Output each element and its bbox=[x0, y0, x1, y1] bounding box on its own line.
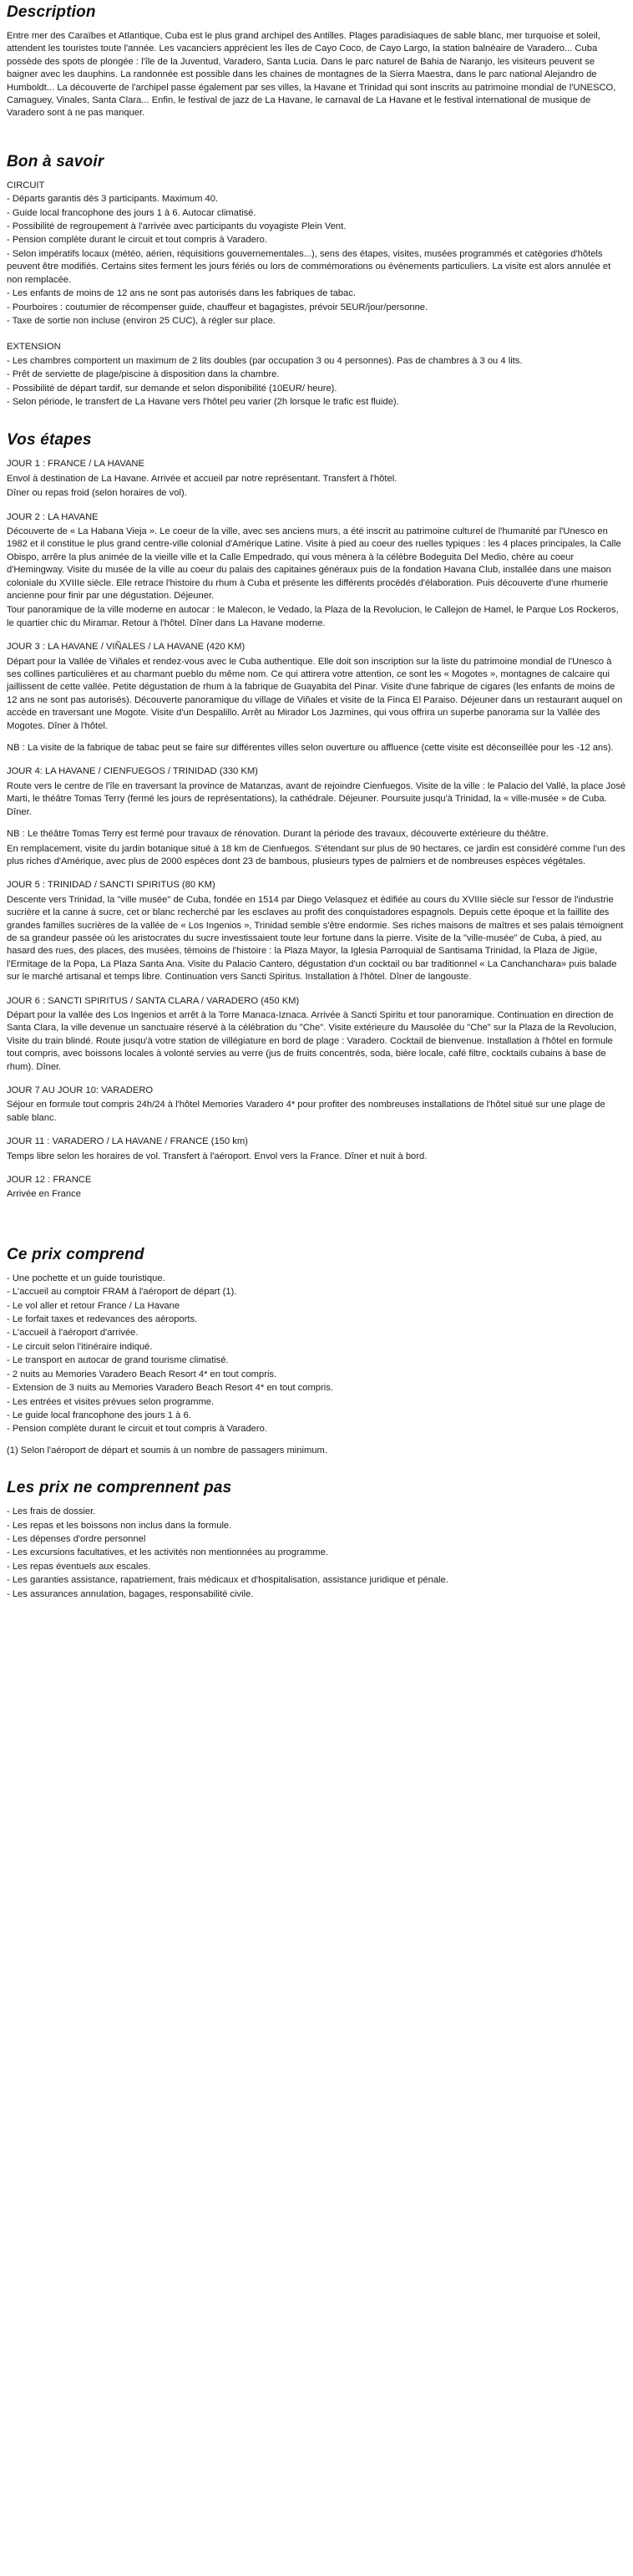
extension-item: - Les chambres comportent un maximum de 2 lits doubles (par occupation 3 ou 4 personnes). Pas de chambres à 3 ou 4 lits. bbox=[7, 355, 523, 366]
extension-item: - Prêt de serviette de plage/piscine à disposition dans la chambre. bbox=[7, 369, 280, 380]
section-title-ce-prix-comprend: Ce prix comprend bbox=[7, 1245, 144, 1263]
etape-title: JOUR 6 : SANCTI SPIRITUS / SANTA CLARA / VARADERO (450 KM) bbox=[7, 995, 300, 1006]
excluded-item: - Les dépenses d'ordre personnel bbox=[7, 1533, 146, 1544]
etape-title: JOUR 5 : TRINIDAD / SANCTI SPIRITUS (80 KM) bbox=[7, 880, 215, 891]
circuit-item: - Selon impératifs locaux (météo, aérien, réquisitions gouvernementales...), sens des étapes, visites, musées programmés et catégories d'hôtels peuvent être modifiés. Certains sites ferment les jours fériés ou lors de commémorations ou évènements particuliers. La visite est alors annulée et non remplacée. bbox=[7, 248, 611, 285]
etape-item bbox=[7, 1136, 626, 1163]
etape-title: JOUR 7 AU JOUR 10: VARADERO bbox=[7, 1085, 154, 1095]
etape-title: JOUR 11 : VARADERO / LA HAVANE / FRANCE (150 km) bbox=[7, 1136, 248, 1147]
etape-body: Séjour en formule tout compris 24h/24 à l'hôtel Memories Varadero 4* pour profiter des nombreuses installations de l'hôtel situé sur une plage de sable blanc. bbox=[7, 1100, 605, 1123]
section-title-vos-etapes: Vos étapes bbox=[7, 431, 92, 450]
included-item: - L'accueil au comptoir FRAM à l'aéroport de départ (1). bbox=[7, 1287, 237, 1298]
circuit-label: CIRCUIT bbox=[7, 180, 45, 191]
spacer bbox=[7, 734, 626, 742]
section-title-description: Description bbox=[7, 3, 96, 21]
included-item: - Le vol aller et retour France / La Havane bbox=[7, 1300, 180, 1311]
etape-title: JOUR 2 : LA HAVANE bbox=[7, 511, 99, 522]
extension-item: - Selon période, le transfert de La Havane vers l'hôtel peu varier (2h lorsque le trafic est fluide). bbox=[7, 396, 399, 407]
excluded-item: - Les repas et les boissons non inclus dans la formule. bbox=[7, 1520, 232, 1531]
etape-title: JOUR 3 : LA HAVANE / VIÑALES / LA HAVANE (420 KM) bbox=[7, 642, 246, 653]
circuit-item: - Possibilité de regroupement à l'arrivée avec participants du voyagiste Plein Vent. bbox=[7, 221, 347, 232]
excluded-item: - Les frais de dossier. bbox=[7, 1506, 96, 1517]
circuit-item: - Taxe de sortie non incluse (environ 25 CUC), à régler sur place. bbox=[7, 315, 276, 326]
spacer bbox=[7, 1457, 626, 1479]
etape-body: Envol à destination de La Havane. Arrivée et accueil par notre représentant. Transfert à l'hôtel. bbox=[7, 473, 398, 484]
etape-title: JOUR 1 : FRANCE / LA HAVANE bbox=[7, 459, 144, 470]
etape-body: Arrivée en France bbox=[7, 1189, 81, 1200]
etape-item bbox=[7, 641, 626, 755]
etape-body: Départ pour la Vallée de Viñales et rendez-vous avec le Cuba authentique. Elle doit son inscription sur la liste du patrimoine mondial de l'Unesco à ses collines particulières et au charmant pueblo du même nom. Ce qui attirera votre attention, ce sont les « Mogotes », montagnes de calcaire qui jaillissent de cette vallée. Petite dégustation de rhum à la fabrique de Guayabita del Pinar. Visite d'une fabrique de cigares (les enfants de moins de 12 ans ne sont pas autorisés). Découverte panoramique du village de Viñales et visite de la Finca El Paraiso. Déjeuner dans un restaurant auquel on accède en traversant une Mogote. Visite d'un Despalillo. Arrêt au Mirador Los Jazmines, qui vous offrira un superbe panorama sur la Vallée des Mogotes. Dîner à l'hôtel. bbox=[7, 656, 623, 731]
etape-item bbox=[7, 1085, 626, 1125]
etape-item bbox=[7, 995, 626, 1074]
included-item: - L'accueil à l'aéroport d'arrivée. bbox=[7, 1328, 139, 1339]
excluded-item: - Les excursions facultatives, et les activités non mentionnées au programme. bbox=[7, 1547, 328, 1558]
etape-body: Temps libre selon les horaires de vol. Transfert à l'aéroport. Envol vers la France. Dîner et nuit à bord. bbox=[7, 1151, 428, 1161]
spacer bbox=[7, 409, 626, 431]
included-item: - Le forfait taxes et redevances des aéroports. bbox=[7, 1314, 198, 1325]
etape-item bbox=[7, 511, 626, 631]
circuit-item: - Pourboires : coutumier de récompenser guide, chauffeur et bagagistes, prévoir 5EUR/jour/personne. bbox=[7, 302, 428, 312]
etape-item bbox=[7, 765, 626, 868]
section-title-bon-a-savoir: Bon à savoir bbox=[7, 152, 104, 170]
excluded-item: - Les assurances annulation, bagages, responsabilité civile. bbox=[7, 1588, 254, 1599]
etape-body: Départ pour la vallée des Los Ingenios et arrêt à la Torre Manaca-Iznaca. Arrivée à Sancti Spiritu et tour panoramique. Continuation en direction de Santa Clara, la ville devenue un sanctuaire réservé à la célébration du "Che". Visite extérieure du Mausolée du "Che" sur la Plaza de la Revolucion, Visite du train blindé. Route jusqu'à votre station de villégiature en bord de plage : Varadero. Cocktail de bienvenue. Installation à l'hôtel en formule tout compris, avec boissons locales à volonté servies au verre (jus de fruits concentrés, soda, bière locale, café filtre, cocktails cubains à base de rhum). Dîner. bbox=[7, 1009, 617, 1072]
extension-item: - Possibilité de départ tardif, sur demande et selon disponibilité (10EUR/ heure). bbox=[7, 383, 337, 394]
etape-body: Tour panoramique de la ville moderne en autocar : le Malecon, le Vedado, la Plaza de la Revolucion, le Callejon de Hamel, le Parque Los Rockeros, le quartier chic du Miramar. Retour à l'hôtel. Dîner dans La Havane moderne. bbox=[7, 605, 619, 628]
included-item: - Une pochette et un guide touristique. bbox=[7, 1273, 165, 1283]
spacer bbox=[7, 1212, 626, 1246]
section-title-les-prix-ne-comprennent-pas: Les prix ne comprennent pas bbox=[7, 1479, 232, 1497]
etape-item bbox=[7, 879, 626, 983]
etape-item bbox=[7, 458, 626, 500]
excluded-item: - Les garanties assistance, rapatriement, frais médicaux et d'hospitalisation, assistance juridique et pénale. bbox=[7, 1575, 448, 1586]
circuit-item: - Pension complète durant le circuit et tout compris à Varadero. bbox=[7, 235, 267, 246]
etape-title: JOUR 4: LA HAVANE / CIENFUEGOS / TRINIDAD (330 KM) bbox=[7, 766, 258, 777]
spacer bbox=[7, 131, 626, 153]
etape-note-secondary: En remplacement, visite du jardin botanique situé à 18 km de Cienfuegos. S'étendant sur plus de 90 hectares, ce jardin est considéré comme l'un des plus riches d'Amérique, avec plus de 2000 espèces dont 23 de bambous, plusieurs types de palmiers et de nombreuses espèces végétales. bbox=[7, 843, 625, 866]
included-item: - Les entrées et visites prévues selon programme. bbox=[7, 1396, 215, 1407]
circuit-item: - Les enfants de moins de 12 ans ne sont pas autorisés dans les fabriques de tabac. bbox=[7, 288, 356, 299]
included-item: - 2 nuits au Memories Varadero Beach Resort 4* en tout compris. bbox=[7, 1369, 277, 1379]
spacer bbox=[7, 821, 626, 828]
etape-body: Dîner ou repas froid (selon horaires de vol). bbox=[7, 488, 187, 499]
etape-item bbox=[7, 1174, 626, 1202]
included-item: - Le transport en autocar de grand tourisme climatisé. bbox=[7, 1355, 229, 1366]
extension-label: EXTENSION bbox=[7, 342, 61, 353]
etape-body: Descente vers Trinidad, la "ville musée" de Cuba, fondée en 1514 par Diego Velasquez et édifiée au cours du XVIIIe siècle sur l'essor de l'industrie sucrière et la canne à sucre, cet or blanc recherché par les esclaves au profit des conquistadores espagnols. Depuis cette époque et la faillite des grandes familles sucrières de la vallée de « Los Ingenios », Trinidad semble s'être endormie. Ses riches maisons de maîtres et ses palais témoignent de sa grandeur passée où les aristocrates du sucre investissaient toute leur fortune dans la pierre. Visite de la "ville-musée" de Cuba, à pied, au hasard des rues, des places, des musées, témoins de l'histoire : la Plaza Mayor, la Iglesia Parroquial de Santisama Trinidad, la Plaza de Jigüe, l'Ermitage de la Popa, La Plaza Santa Ana. Visite du Palacio Cantero, dégustation d'un cocktail ou bar traditionnel « La Canchanchara» puis balade sur le marché artisanal et temps libre. Continuation vers Sancti Spiritus. Installation à l'hôtel. Dîner de langouste. bbox=[7, 894, 624, 983]
included-item: - Le circuit selon l'itinéraire indiqué. bbox=[7, 1341, 153, 1352]
spacer bbox=[7, 328, 626, 341]
included-item: - Extension de 3 nuits au Memories Varadero Beach Resort 4* en tout compris. bbox=[7, 1383, 333, 1394]
included-item: - Pension complète durant le circuit et tout compris à Varadero. bbox=[7, 1424, 267, 1435]
included-item: - Le guide local francophone des jours 1 à 6. bbox=[7, 1410, 191, 1420]
included-footnote: (1) Selon l'aéroport de départ et soumis à un nombre de passagers minimum. bbox=[7, 1445, 327, 1456]
etape-body: Découverte de « La Habana Vieja ». Le coeur de la ville, avec ses anciens murs, a été inscrit au patrimoine culturel de l'humanité par l'Unesco en 1982 et il constitue le plus grand centre-ville colonial d'Amérique Latine. Visite à pied au coeur des ruelles typiques : les 4 places principales, la Calle Obispo, arrêre la plus animée de la vieille ville et la Calle Empedrado, qui vous mènera à la célèbre Bodeguita Del Medio, chère au coeur d'Hemingway. Visite du musée de la ville au coeur du palais des capitaines généraux puis de la fondation Havana Club, installée dans une maison coloniale du XVIIIe siècle. Elle retrace l'histoire du rhum à Cuba et présente les différents procédés d'élaboration. Puis découverte d'une rhumerie ancienne pour finir par une dégustation. Déjeuner. bbox=[7, 526, 621, 601]
etape-body: Route vers le centre de l'île en traversant la province de Matanzas, avant de rejoindre Cienfuegos. Visite de la ville : le Palacio del Vallé, la place José Marti, le théâtre Tomas Terry (fermé les jours de représentations), la cathédrale. Déjeuner. Poursuite jusqu'à Trinidad, la « ville-musée » de Cuba. Dîner. bbox=[7, 780, 626, 817]
description-paragraph: Entre mer des Caraïbes et Atlantique, Cuba est le plus grand archipel des Antilles. Plages paradisiaques de sable blanc, mer turquoise et soleil, attendent les touristes toute l'année. Les vacanciers apprécient les îles de Cayo Coco, de Cayo Largo, la station balnéaire de Varadero... Cuba possède des spots de plongée : l'île de la Juventud, Varadero, Santa Lucia. Dans le parc naturel de Bahia de Naranjo, les visiteurs peuvent se baigner avec les dauphins. La randonnée est possible dans les chaines de montagnes de la Sierra Maestra, dans le parc national Alejandro de Humboldt... La découverte de l'archipel passe également par ses villes, la Havane et Trinidad qui sont inscrits au patrimoine mondial de l'UNESCO, Camaguey, Vinales, Santa Clara... Enfin, le festival de jazz de La Havane, le carnaval de La Havane et le festival international de musique de Varadero sont à ne pas manquer. bbox=[7, 31, 616, 119]
circuit-item: - Guide local francophone des jours 1 à 6. Autocar climatisé. bbox=[7, 207, 256, 218]
etape-title: JOUR 12 : FRANCE bbox=[7, 1175, 92, 1186]
etape-note: NB : Le théâtre Tomas Terry est fermé pour travaux de rénovation. Durant la période des travaux, découverte extérieure du théâtre. bbox=[7, 829, 549, 840]
circuit-item: - Départs garantis dès 3 participants. Maximum 40. bbox=[7, 194, 219, 205]
excluded-item: - Les repas éventuels aux escales. bbox=[7, 1561, 151, 1572]
etape-note: NB : La visite de la fabrique de tabac peut se faire sur différentes villes selon ouverture ou affluence (cette visite est déconseillée pour les -12 ans). bbox=[7, 743, 614, 754]
